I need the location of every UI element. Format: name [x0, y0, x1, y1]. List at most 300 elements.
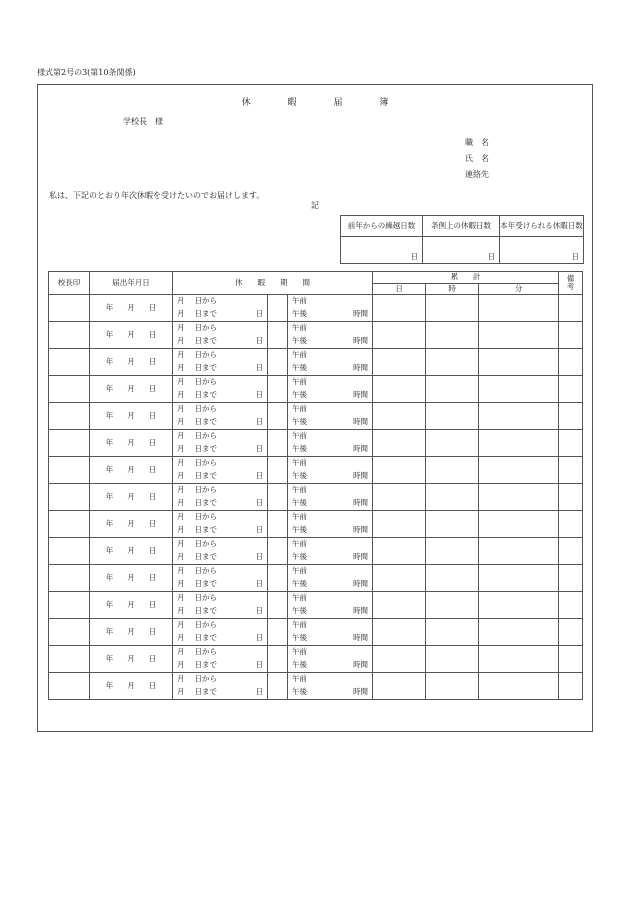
submission-date-cell[interactable]	[90, 484, 173, 511]
days-unit: 日	[243, 551, 268, 565]
am-hours-cell[interactable]	[320, 457, 373, 471]
notes-cell[interactable]	[559, 457, 583, 484]
cum-days-cell[interactable]	[373, 457, 426, 484]
submission-date-cell[interactable]	[90, 430, 173, 457]
cum-hours-cell[interactable]	[426, 538, 479, 565]
am-hours-cell[interactable]	[320, 538, 373, 552]
register-row	[49, 673, 583, 687]
from-day-spacer	[243, 376, 268, 390]
to-day-unit: 日まで	[194, 390, 217, 400]
am-hours-cell[interactable]	[320, 322, 373, 336]
submission-date-cell[interactable]	[90, 349, 173, 376]
from-month-unit: 月	[177, 296, 185, 306]
register-row	[49, 646, 583, 660]
hours-unit: 時間	[320, 416, 373, 430]
pm-label: 午後	[288, 686, 320, 700]
am-hours-cell[interactable]	[320, 673, 373, 687]
submission-date-cell[interactable]	[90, 457, 173, 484]
from-day-spacer	[243, 484, 268, 498]
hours-unit: 時間	[320, 389, 373, 403]
to-blank-cell[interactable]	[268, 443, 288, 457]
from-date-cell[interactable]	[173, 565, 243, 579]
cum-days-cell[interactable]	[373, 295, 426, 322]
from-month-unit: 月	[177, 323, 185, 333]
year-unit: 年	[105, 437, 114, 447]
hours-unit: 時間	[320, 578, 373, 592]
month-unit: 月	[127, 653, 135, 663]
seal-cell[interactable]	[49, 646, 90, 673]
days-unit: 日	[243, 497, 268, 511]
to-date-cell[interactable]	[173, 470, 243, 484]
am-label: 午前	[288, 403, 320, 417]
submission-date-cell[interactable]	[90, 619, 173, 646]
notes-cell[interactable]	[559, 376, 583, 403]
cum-hours-cell[interactable]	[426, 565, 479, 592]
to-blank-cell[interactable]	[268, 551, 288, 565]
register-row	[49, 592, 583, 606]
to-day-unit: 日まで	[194, 417, 217, 427]
form-title	[0, 95, 630, 108]
from-date-cell[interactable]	[173, 457, 243, 471]
seal-cell[interactable]	[49, 565, 90, 592]
submission-date-cell[interactable]	[90, 295, 173, 322]
to-day-unit: 日まで	[194, 606, 217, 616]
to-date-cell[interactable]	[173, 335, 243, 349]
from-blank-cell[interactable]	[268, 403, 288, 417]
am-label: 午前	[288, 349, 320, 363]
days-unit: 日	[243, 632, 268, 646]
cum-minutes-cell[interactable]	[479, 511, 559, 538]
day-unit: 日	[148, 599, 157, 609]
days-unit: 日	[243, 470, 268, 484]
to-blank-cell[interactable]	[268, 497, 288, 511]
am-hours-cell[interactable]	[320, 376, 373, 390]
to-day-unit: 日まで	[194, 660, 217, 670]
to-month-unit: 月	[177, 633, 185, 643]
submission-date-cell[interactable]	[90, 322, 173, 349]
am-label: 午前	[288, 430, 320, 444]
cum-days-cell[interactable]	[373, 403, 426, 430]
title-char: 届	[333, 98, 343, 108]
am-hours-cell[interactable]	[320, 403, 373, 417]
day-unit: 日	[148, 464, 157, 474]
from-month-unit: 月	[177, 566, 185, 576]
year-unit: 年	[105, 572, 114, 582]
day-unit: 日	[148, 518, 157, 528]
from-month-unit: 月	[177, 350, 185, 360]
from-blank-cell[interactable]	[268, 538, 288, 552]
leave-register-table	[48, 271, 590, 700]
cum-minutes-cell[interactable]	[479, 403, 559, 430]
from-date-cell[interactable]	[173, 295, 243, 309]
date-header: 届出年月日	[90, 272, 173, 295]
pm-label: 午後	[288, 659, 320, 673]
am-label: 午前	[288, 538, 320, 552]
to-day-unit: 日まで	[194, 444, 217, 454]
day-unit: 日	[148, 653, 157, 663]
to-blank-cell[interactable]	[268, 686, 288, 700]
to-date-cell[interactable]	[173, 632, 243, 646]
from-date-cell[interactable]	[173, 592, 243, 606]
to-day-unit: 日まで	[194, 498, 217, 508]
month-unit: 月	[127, 599, 135, 609]
to-blank-cell[interactable]	[268, 632, 288, 646]
from-month-unit: 月	[177, 647, 185, 657]
available-days-cell[interactable]: 日	[500, 237, 584, 264]
submission-date-cell[interactable]	[90, 376, 173, 403]
seal-cell[interactable]	[49, 673, 90, 700]
am-hours-cell[interactable]	[320, 295, 373, 309]
hours-unit: 時間	[320, 524, 373, 538]
days-unit: 日	[243, 362, 268, 376]
pm-label: 午後	[288, 308, 320, 322]
cum-hours-cell[interactable]	[426, 457, 479, 484]
day-unit: 日	[148, 626, 157, 636]
notes-cell[interactable]	[559, 295, 583, 322]
from-day-unit: 日から	[194, 620, 217, 630]
to-date-cell[interactable]	[173, 416, 243, 430]
cum-hours-cell[interactable]	[426, 430, 479, 457]
am-label: 午前	[288, 673, 320, 687]
cum-days-cell[interactable]	[373, 322, 426, 349]
from-date-cell[interactable]	[173, 322, 243, 336]
to-date-cell[interactable]	[173, 497, 243, 511]
hours-unit: 時間	[320, 308, 373, 322]
to-blank-cell[interactable]	[268, 524, 288, 538]
from-date-cell[interactable]	[173, 484, 243, 498]
cum-minutes-cell[interactable]	[479, 646, 559, 673]
to-blank-cell[interactable]	[268, 362, 288, 376]
register-row	[49, 484, 583, 498]
cum-minutes-cell[interactable]	[479, 673, 559, 700]
from-date-cell[interactable]	[173, 511, 243, 525]
notes-cell[interactable]	[559, 484, 583, 511]
from-date-cell[interactable]	[173, 430, 243, 444]
register-row	[49, 349, 583, 363]
to-month-unit: 月	[177, 525, 185, 535]
to-month-unit: 月	[177, 309, 185, 319]
year-unit: 年	[105, 464, 114, 474]
register-row	[49, 565, 583, 579]
notes-cell[interactable]	[559, 511, 583, 538]
from-blank-cell[interactable]	[268, 619, 288, 633]
cum-hours-cell[interactable]	[426, 646, 479, 673]
from-day-unit: 日から	[194, 566, 217, 576]
day-unit: 日	[148, 545, 157, 555]
pm-label: 午後	[288, 551, 320, 565]
to-day-unit: 日まで	[194, 687, 217, 697]
to-day-unit: 日まで	[194, 633, 217, 643]
carryover-days-cell[interactable]: 日	[341, 237, 423, 264]
cum-hours-cell[interactable]	[426, 673, 479, 700]
carryover-header: 前年からの繰越日数	[341, 216, 423, 237]
from-blank-cell[interactable]	[268, 511, 288, 525]
hours-unit: 時間	[320, 659, 373, 673]
to-date-cell[interactable]	[173, 686, 243, 700]
cum-minutes-cell[interactable]	[479, 457, 559, 484]
days-unit: 日	[243, 686, 268, 700]
from-day-spacer	[243, 646, 268, 660]
submission-date-cell[interactable]	[90, 646, 173, 673]
register-row	[49, 457, 583, 471]
to-blank-cell[interactable]	[268, 470, 288, 484]
am-hours-cell[interactable]	[320, 565, 373, 579]
submission-date-cell[interactable]	[90, 403, 173, 430]
to-blank-cell[interactable]	[268, 308, 288, 322]
seal-header: 校長印	[49, 272, 90, 295]
notes-cell[interactable]	[559, 673, 583, 700]
am-hours-cell[interactable]	[320, 484, 373, 498]
cum-days-cell[interactable]	[373, 646, 426, 673]
hours-unit: 時間	[320, 605, 373, 619]
cum-hours-cell[interactable]	[426, 295, 479, 322]
am-label: 午前	[288, 376, 320, 390]
statutory-days-cell[interactable]: 日	[423, 237, 500, 264]
from-day-unit: 日から	[194, 323, 217, 333]
to-date-cell[interactable]	[173, 659, 243, 673]
ki-label: 記	[311, 201, 319, 210]
am-hours-cell[interactable]	[320, 349, 373, 363]
from-day-spacer	[243, 673, 268, 687]
pm-label: 午後	[288, 497, 320, 511]
am-hours-cell[interactable]	[320, 619, 373, 633]
cum-hours-cell[interactable]	[426, 322, 479, 349]
from-date-cell[interactable]	[173, 619, 243, 633]
from-date-cell[interactable]	[173, 646, 243, 660]
register-row	[49, 403, 583, 417]
cum-days-cell[interactable]	[373, 376, 426, 403]
from-day-spacer	[243, 457, 268, 471]
title-char: 暇	[287, 98, 297, 108]
from-day-spacer	[243, 619, 268, 633]
from-date-cell[interactable]	[173, 376, 243, 390]
year-unit: 年	[105, 329, 114, 339]
to-month-unit: 月	[177, 498, 185, 508]
day-unit: 日	[148, 410, 157, 420]
day-unit: 日	[148, 383, 157, 393]
cum-days-cell[interactable]	[373, 430, 426, 457]
am-hours-cell[interactable]	[320, 592, 373, 606]
hours-unit: 時間	[320, 470, 373, 484]
submission-date-cell[interactable]	[90, 592, 173, 619]
pm-label: 午後	[288, 578, 320, 592]
notes-cell[interactable]	[559, 430, 583, 457]
addressee: 学校長 様	[123, 117, 163, 126]
to-blank-cell[interactable]	[268, 659, 288, 673]
cum-minutes-cell[interactable]	[479, 349, 559, 376]
from-date-cell[interactable]	[173, 673, 243, 687]
cum-minutes-cell[interactable]	[479, 538, 559, 565]
month-unit: 月	[127, 518, 135, 528]
to-date-cell[interactable]	[173, 524, 243, 538]
days-unit: 日	[243, 416, 268, 430]
cum-hours-cell[interactable]	[426, 376, 479, 403]
submission-date-cell[interactable]	[90, 565, 173, 592]
cum-hours-cell[interactable]	[426, 619, 479, 646]
to-day-unit: 日まで	[194, 309, 217, 319]
seal-cell[interactable]	[49, 376, 90, 403]
position-field-label: 職 名	[465, 138, 489, 147]
month-unit: 月	[127, 302, 135, 312]
to-month-unit: 月	[177, 606, 185, 616]
cum-hours-cell[interactable]	[426, 484, 479, 511]
statutory-days-header: 条例上の休暇日数	[423, 216, 500, 237]
to-date-cell[interactable]	[173, 605, 243, 619]
cum-days-cell[interactable]	[373, 484, 426, 511]
cum-minutes-cell[interactable]	[479, 565, 559, 592]
am-hours-cell[interactable]	[320, 646, 373, 660]
cum-minutes-cell[interactable]	[479, 592, 559, 619]
cum-hours-cell[interactable]	[426, 403, 479, 430]
to-month-unit: 月	[177, 444, 185, 454]
seal-cell[interactable]	[49, 430, 90, 457]
cum-days-cell[interactable]	[373, 538, 426, 565]
days-unit: 日	[243, 335, 268, 349]
to-month-unit: 月	[177, 363, 185, 373]
from-blank-cell[interactable]	[268, 430, 288, 444]
days-unit: 日	[243, 443, 268, 457]
from-blank-cell[interactable]	[268, 646, 288, 660]
name-field-label: 氏 名	[465, 154, 489, 163]
cum-days-cell[interactable]	[373, 619, 426, 646]
pm-label: 午後	[288, 362, 320, 376]
to-date-cell[interactable]	[173, 389, 243, 403]
pm-label: 午後	[288, 389, 320, 403]
cum-minutes-cell[interactable]	[479, 322, 559, 349]
cum-days-cell[interactable]	[373, 349, 426, 376]
to-blank-cell[interactable]	[268, 389, 288, 403]
from-month-unit: 月	[177, 674, 185, 684]
to-month-unit: 月	[177, 336, 185, 346]
from-day-spacer	[243, 295, 268, 309]
to-date-cell[interactable]	[173, 443, 243, 457]
contact-field-label: 連絡先	[465, 170, 489, 179]
from-date-cell[interactable]	[173, 538, 243, 552]
seal-cell[interactable]	[49, 295, 90, 322]
day-unit: 日	[148, 680, 157, 690]
seal-cell[interactable]	[49, 538, 90, 565]
title-char: 簿	[379, 98, 389, 108]
from-blank-cell[interactable]	[268, 376, 288, 390]
cum-hours-cell[interactable]	[426, 349, 479, 376]
from-day-unit: 日から	[194, 296, 217, 306]
cum-minutes-cell[interactable]	[479, 376, 559, 403]
cum-hours-cell[interactable]	[426, 511, 479, 538]
seal-cell[interactable]	[49, 457, 90, 484]
year-unit: 年	[105, 626, 114, 636]
hours-unit: 時間	[320, 551, 373, 565]
days-subheader: 日	[373, 283, 426, 295]
am-hours-cell[interactable]	[320, 511, 373, 525]
from-day-spacer	[243, 592, 268, 606]
month-unit: 月	[127, 680, 135, 690]
register-row	[49, 322, 583, 336]
from-blank-cell[interactable]	[268, 484, 288, 498]
hours-unit: 時間	[320, 362, 373, 376]
from-date-cell[interactable]	[173, 403, 243, 417]
from-blank-cell[interactable]	[268, 673, 288, 687]
cum-hours-cell[interactable]	[426, 592, 479, 619]
summary-table	[340, 215, 584, 264]
cum-minutes-cell[interactable]	[479, 295, 559, 322]
cum-days-cell[interactable]	[373, 673, 426, 700]
from-blank-cell[interactable]	[268, 349, 288, 363]
am-label: 午前	[288, 511, 320, 525]
notes-cell[interactable]	[559, 403, 583, 430]
year-unit: 年	[105, 302, 114, 312]
from-month-unit: 月	[177, 485, 185, 495]
from-day-unit: 日から	[194, 512, 217, 522]
from-blank-cell[interactable]	[268, 295, 288, 309]
from-day-unit: 日から	[194, 674, 217, 684]
seal-cell[interactable]	[49, 322, 90, 349]
to-date-cell[interactable]	[173, 578, 243, 592]
seal-cell[interactable]	[49, 592, 90, 619]
cum-minutes-cell[interactable]	[479, 484, 559, 511]
seal-cell[interactable]	[49, 403, 90, 430]
to-blank-cell[interactable]	[268, 605, 288, 619]
notes-cell[interactable]	[559, 565, 583, 592]
title-char: 休	[241, 98, 251, 108]
from-blank-cell[interactable]	[268, 457, 288, 471]
to-date-cell[interactable]	[173, 308, 243, 322]
notes-cell[interactable]	[559, 592, 583, 619]
am-hours-cell[interactable]	[320, 430, 373, 444]
seal-cell[interactable]	[49, 349, 90, 376]
seal-cell[interactable]	[49, 484, 90, 511]
cum-minutes-cell[interactable]	[479, 619, 559, 646]
day-unit: 日	[148, 356, 157, 366]
register-row	[49, 619, 583, 633]
notes-cell[interactable]	[559, 619, 583, 646]
to-blank-cell[interactable]	[268, 578, 288, 592]
am-label: 午前	[288, 295, 320, 309]
submission-date-cell[interactable]	[90, 538, 173, 565]
seal-cell[interactable]	[49, 511, 90, 538]
from-blank-cell[interactable]	[268, 322, 288, 336]
from-blank-cell[interactable]	[268, 565, 288, 579]
notes-cell[interactable]	[559, 538, 583, 565]
to-day-unit: 日まで	[194, 552, 217, 562]
register-row	[49, 376, 583, 390]
from-blank-cell[interactable]	[268, 592, 288, 606]
hours-unit: 時間	[320, 686, 373, 700]
notes-cell[interactable]	[559, 349, 583, 376]
from-day-unit: 日から	[194, 431, 217, 441]
from-day-spacer	[243, 430, 268, 444]
to-date-cell[interactable]	[173, 551, 243, 565]
submission-date-cell[interactable]	[90, 511, 173, 538]
cum-minutes-cell[interactable]	[479, 430, 559, 457]
cum-days-cell[interactable]	[373, 511, 426, 538]
pm-label: 午後	[288, 416, 320, 430]
from-date-cell[interactable]	[173, 349, 243, 363]
cum-days-cell[interactable]	[373, 565, 426, 592]
pm-label: 午後	[288, 632, 320, 646]
am-label: 午前	[288, 646, 320, 660]
from-day-unit: 日から	[194, 404, 217, 414]
notes-cell[interactable]	[559, 322, 583, 349]
cum-days-cell[interactable]	[373, 592, 426, 619]
notes-cell[interactable]	[559, 646, 583, 673]
to-date-cell[interactable]	[173, 362, 243, 376]
seal-cell[interactable]	[49, 619, 90, 646]
to-blank-cell[interactable]	[268, 416, 288, 430]
submission-date-cell[interactable]	[90, 673, 173, 700]
day-unit: 日	[148, 329, 157, 339]
to-blank-cell[interactable]	[268, 335, 288, 349]
year-unit: 年	[105, 518, 114, 528]
